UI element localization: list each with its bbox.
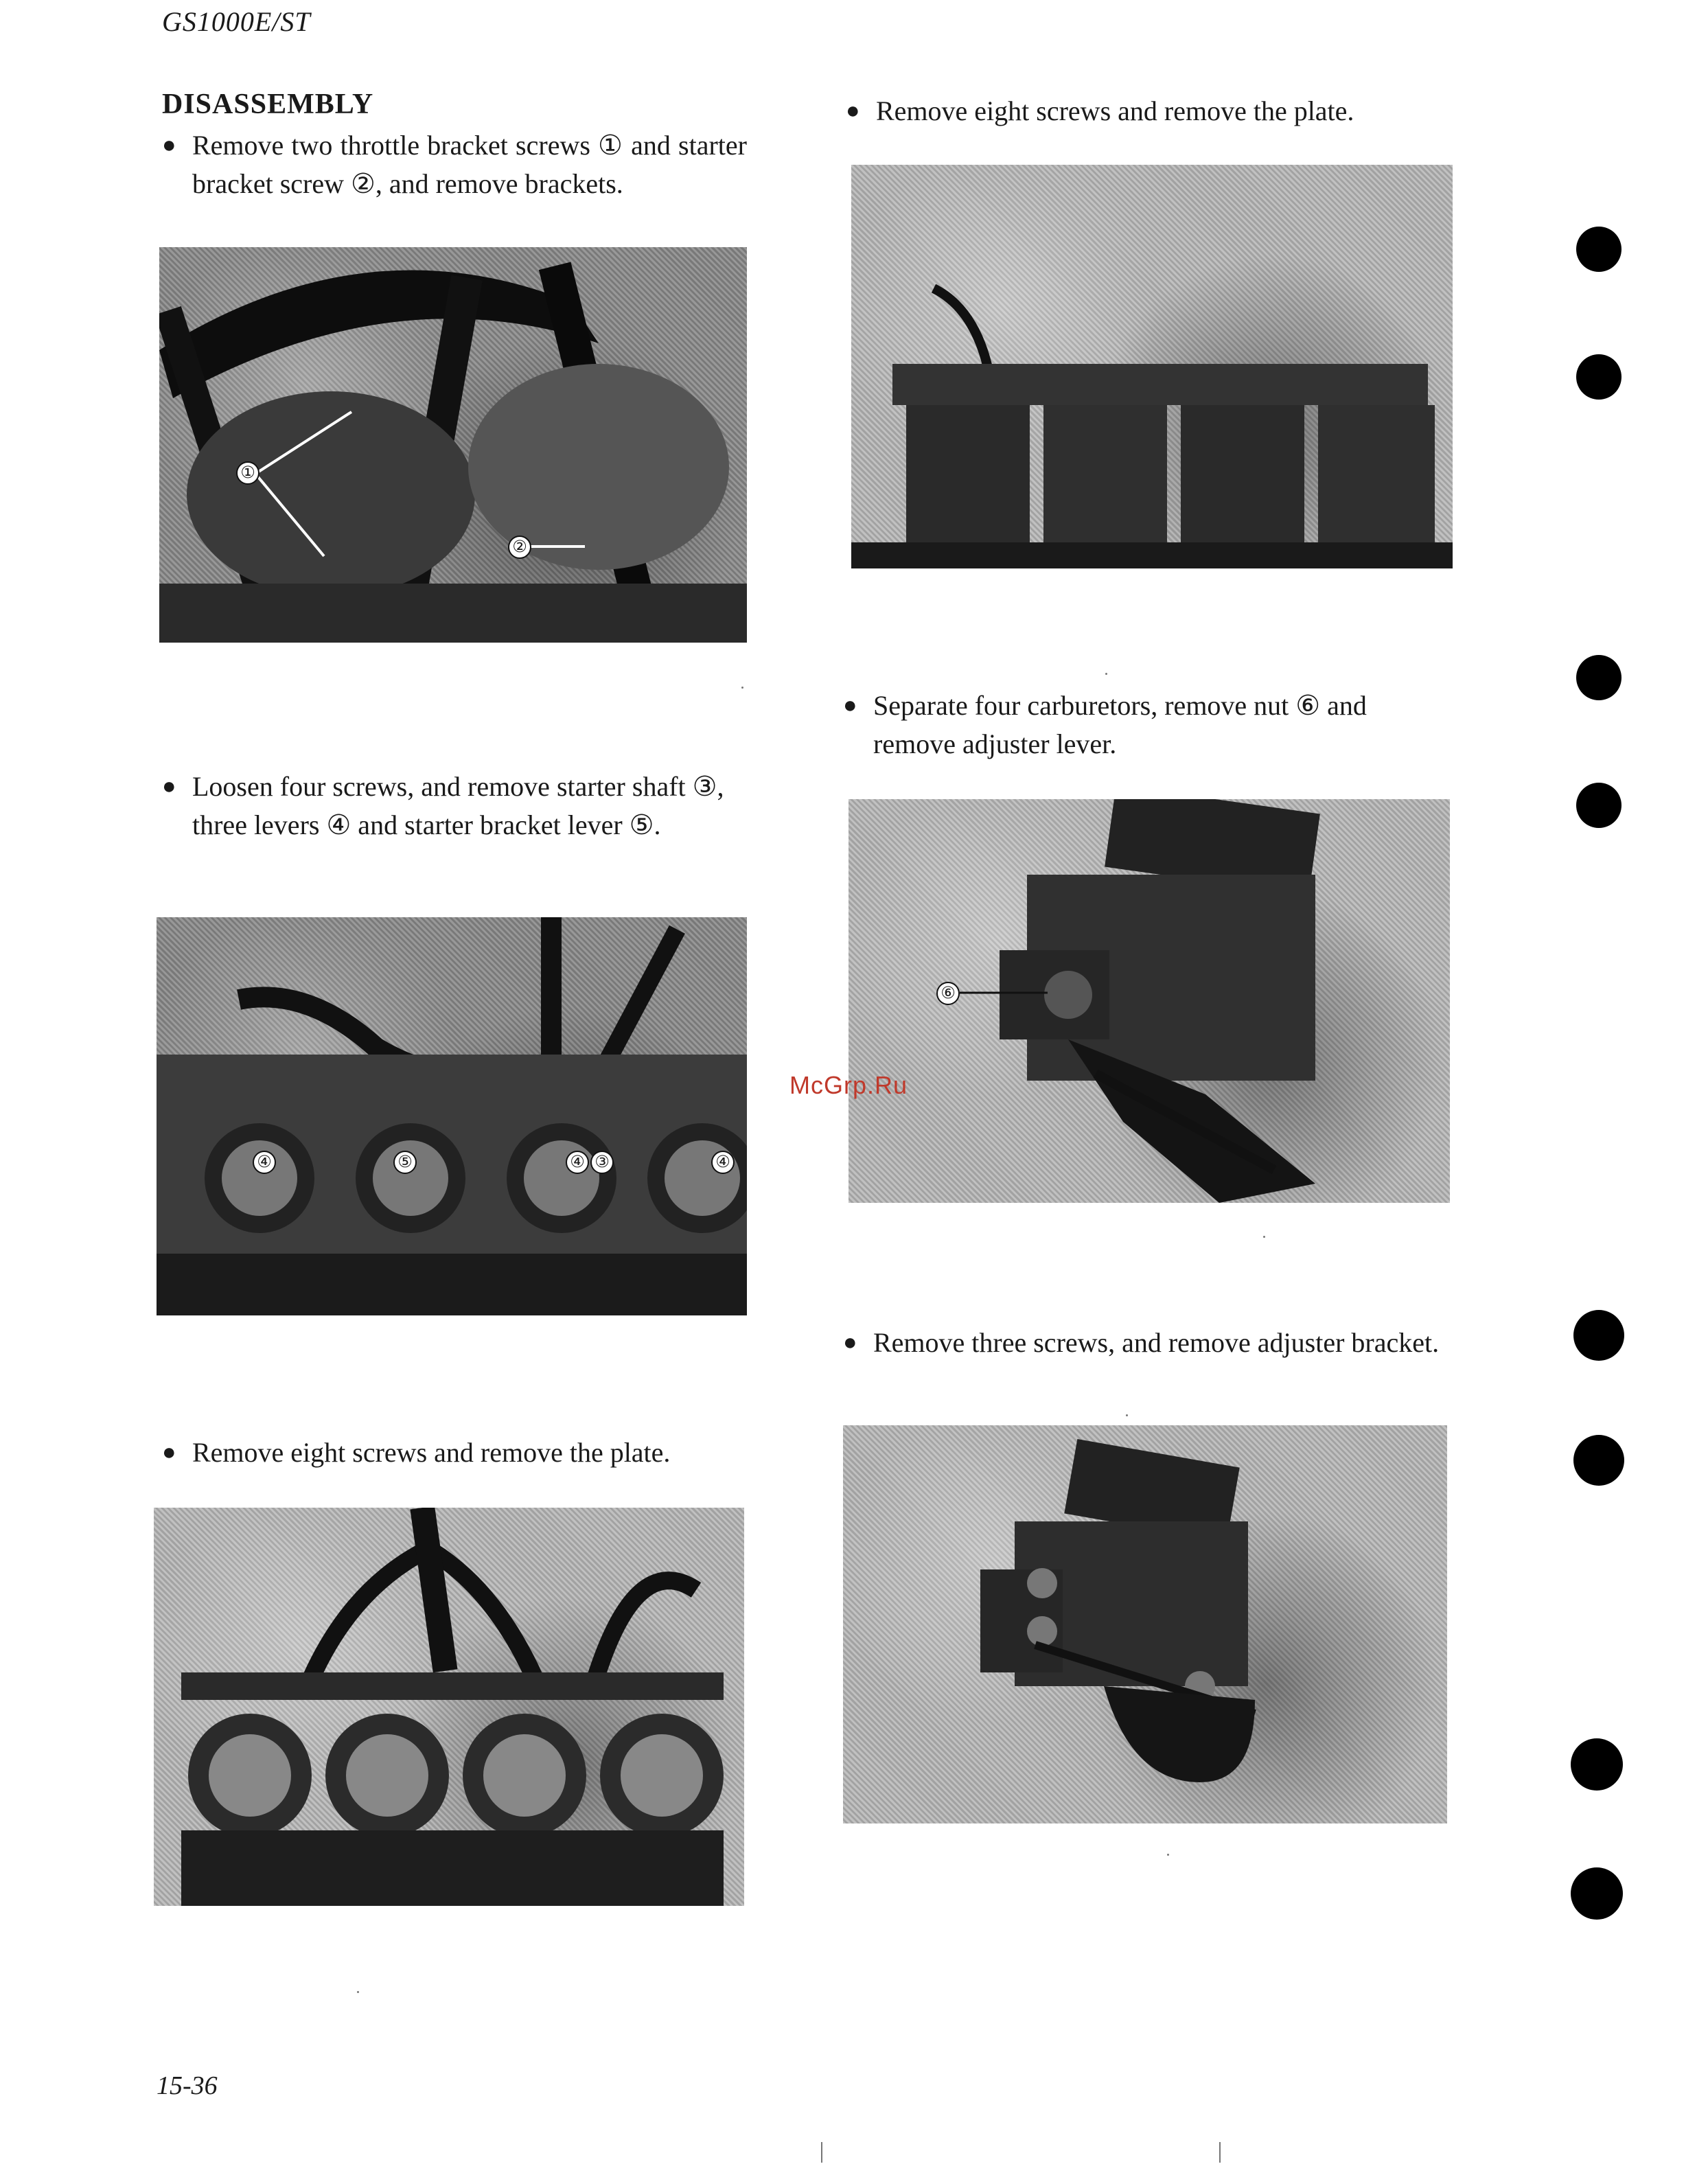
binder-hole [1576, 783, 1622, 828]
step-text: Separate four carburetors, remove nut ⑥ and remove adjuster lever. [873, 690, 1367, 759]
scan-speck [1105, 673, 1107, 675]
step-text: Remove eight screws and remove the plate. [876, 95, 1354, 126]
watermark: McGrp.Ru [789, 1071, 908, 1099]
section-title: DISASSEMBLY [162, 89, 374, 120]
scan-mark [821, 2142, 822, 2163]
page-number: 15-36 [157, 2071, 218, 2100]
binder-hole [1576, 227, 1622, 272]
photo-carburetor-bank-side [851, 165, 1453, 568]
scan-speck [1263, 1236, 1265, 1238]
photo-shapes [154, 1508, 744, 1906]
binder-hole [1576, 655, 1622, 700]
scan-speck [741, 687, 743, 689]
scan-speck [357, 1991, 359, 1993]
manual-model-header: GS1000E/ST [162, 6, 311, 37]
callout-4: ④ [566, 1151, 589, 1174]
photo-single-carburetor-nut [849, 799, 1450, 1203]
step-text: Remove two throttle bracket screws ① and starter bracket screw ②, and remove brackets. [192, 130, 747, 199]
callout-2: ② [508, 536, 531, 559]
step-separate-carburetors [843, 687, 1450, 763]
binder-hole [1573, 1435, 1624, 1486]
callout-5: ⑤ [393, 1151, 417, 1174]
bullet-icon: ● [843, 693, 857, 718]
callout-6: ⑥ [936, 982, 960, 1005]
callout-4: ④ [253, 1151, 276, 1174]
bullet-icon: ● [843, 1330, 857, 1355]
binder-hole [1573, 1310, 1624, 1361]
scan-speck [1126, 1414, 1128, 1416]
bullet-icon: ● [846, 98, 860, 124]
scan-speck [1167, 1854, 1169, 1856]
photo-plate-removal-front [154, 1508, 744, 1906]
step-remove-plate-right [846, 92, 1450, 130]
photo-starter-shaft-levers [157, 917, 747, 1315]
binder-hole [1571, 1738, 1623, 1791]
step-remove-starter-shaft [162, 768, 747, 844]
photo-carburetor-adjuster-bracket [843, 1425, 1447, 1823]
bullet-icon: ● [162, 1440, 176, 1465]
step-text: Remove three screws, and remove adjuster bracket. [873, 1327, 1440, 1358]
step-remove-adjuster-bracket [843, 1324, 1450, 1362]
binder-hole [1571, 1867, 1623, 1920]
callout-1: ① [236, 461, 259, 485]
bullet-icon: ● [162, 774, 176, 799]
step-text: Loosen four screws, and remove starter shaft ③, three levers ④ and starter bracket lever ⑤. [192, 771, 724, 840]
callout-4: ④ [711, 1151, 735, 1174]
bullet-icon: ● [162, 133, 176, 158]
scan-mark [1219, 2142, 1221, 2163]
step-remove-plate-left [162, 1434, 747, 1472]
photo-shapes [157, 917, 747, 1315]
callout-3: ③ [590, 1151, 614, 1174]
photo-shapes [843, 1425, 1447, 1823]
photo-shapes [159, 247, 747, 643]
step-text: Remove eight screws and remove the plate. [192, 1437, 671, 1468]
photo-shapes [851, 165, 1453, 568]
binder-hole [1576, 354, 1622, 400]
step-remove-brackets [162, 126, 747, 203]
photo-throttle-brackets [159, 247, 747, 643]
